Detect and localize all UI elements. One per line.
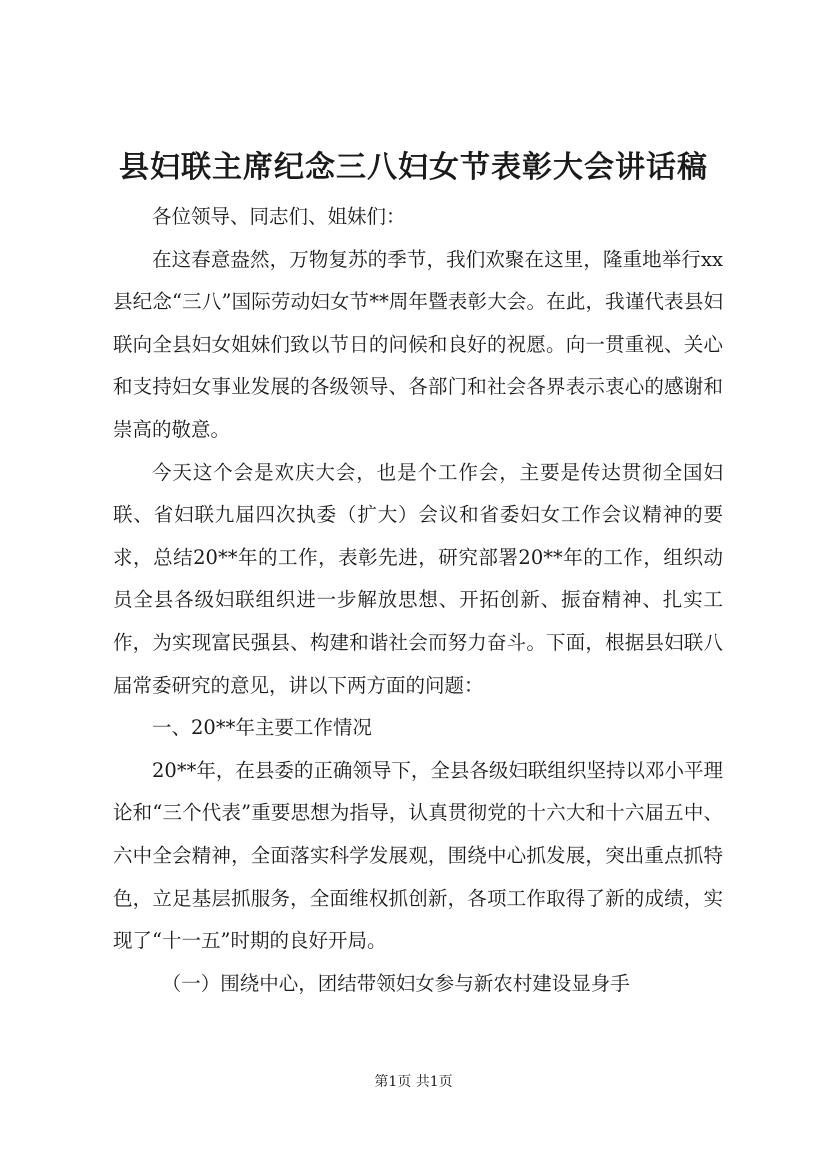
- paragraph-work-summary: 20**年，在县委的正确领导下，全县各级妇联组织坚持以邓小平理论和“三个代表”重要思想为指导，认真贯彻党的十六大和十六届五中、六中全会精神，全面落实科学发展观，围绕中心抓发展，突出重点抓特色，立足基层抓服务，全面维权抓创新，各项工作取得了新的成绩，实现了“十一五”时期的良好开局。: [113, 758, 723, 953]
- paragraph-opening: 在这春意盎然，万物复苏的季节，我们欢聚在这里，隆重地举行xx县纪念“三八”国际劳动妇女节**周年暨表彰大会。在此，我谨代表县妇联向全县妇女姐妹们致以节日的问候和良好的祝愿。向一贯重视、关心和支持妇女事业发展的各级领导、各部门和社会各界表示衷心的感谢和崇高的敬意。: [113, 247, 723, 441]
- section-heading: 一、20**年主要工作情况: [152, 716, 372, 740]
- document-body: [113, 196, 723, 1005]
- paragraph-meeting-purpose: 今天这个会是欢庆大会，也是个工作会，主要是传达贯彻全国妇联、省妇联九届四次执委（扩大）会议和省委妇女工作会议精神的要求，总结20**年的工作，表彰先进，研究部署20**年的工作，组织动员全县各级妇联组织进一步解放思想、开拓创新、振奋精神、扎实工作，为实现富民强县、构建和谐社会而努力奋斗。下面，根据县妇联八届常委研究的意见，讲以下两方面的问题：: [113, 460, 723, 697]
- greeting-line: 各位领导、同志们、姐妹们：: [152, 205, 406, 228]
- subsection-heading: （一）围绕中心，团结带领妇女参与新农村建设显身手: [161, 971, 630, 995]
- page-footer: 第1页 共1页: [374, 1074, 453, 1090]
- document-title: 县妇联主席纪念三八妇女节表彰大会讲话稿: [119, 150, 708, 185]
